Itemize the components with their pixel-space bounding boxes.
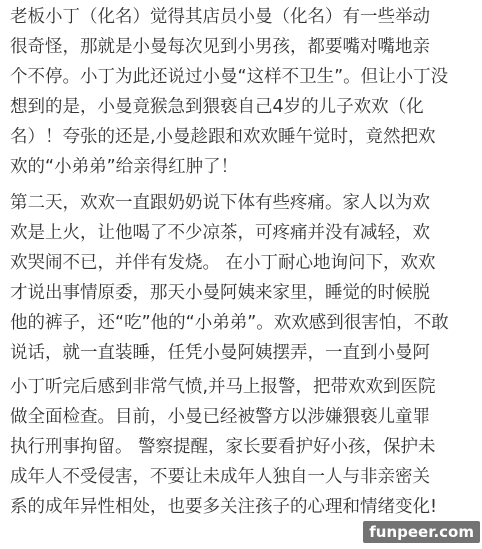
text-line: 第二天，欢欢一直跟奶奶说下体有些疼痛。家人以为欢 [10,193,430,213]
text-line: 很奇怪，那就是小曼每次见到小男孩，都要嘴对嘴地亲 [10,37,430,57]
text-line: 欢是上火，让他喝了不少凉茶，可疼痛并没有减轻，欢 [10,223,430,243]
text-line: 个不停。小丁为此还说过小曼“这样不卫生”。但让小丁没 [10,67,449,87]
text-line: 老板小丁（化名）觉得其店员小曼（化名）有一些举动 [10,7,430,27]
text-line: 名）！夸张的还是,小曼趁跟和欢欢睡午觉时，竟然把欢 [10,127,436,147]
text-line: 他的裤子，还“吃”他的“小弟弟”。欢欢感到很害怕，不敢 [10,313,449,333]
text-line: 欢哭闹不已，并伴有发烧。 在小丁耐心地询问下，欢欢 [10,253,436,273]
paragraph-1 [10,2,478,182]
text-line: 想到的是，小曼竟猴急到猥亵自己4岁的儿子欢欢（化 [10,97,424,117]
site-watermark: funpeer.com [363,521,480,543]
paragraph-3 [10,372,478,522]
text-line: 执行刑事拘留。 警察提醒，家长要看护好小孩，保护未 [10,437,436,457]
paragraph-2 [10,188,478,368]
text-line: 小丁听完后感到非常气愤,并马上报警，把带欢欢到医院 [10,377,436,397]
text-line: 欢的“小弟弟”给亲得红肿了！ [10,157,239,177]
text-line: 成年人不受侵害，不要让未成年人独自一人与非亲密关 [10,467,430,487]
text-line: 说话，就一直装睡，任凭小曼阿姨摆弄，一直到小曼阿 [10,343,430,363]
text-line: 才说出事情原委，那天小曼阿姨来家里，睡觉的时候脱 [10,283,430,303]
text-line: 做全面检查。目前，小曼已经被警方以涉嫌猥亵儿童罪 [10,407,430,427]
text-line: 系的成年异性相处，也要多关注孩子的心理和情绪变化! [10,497,438,517]
